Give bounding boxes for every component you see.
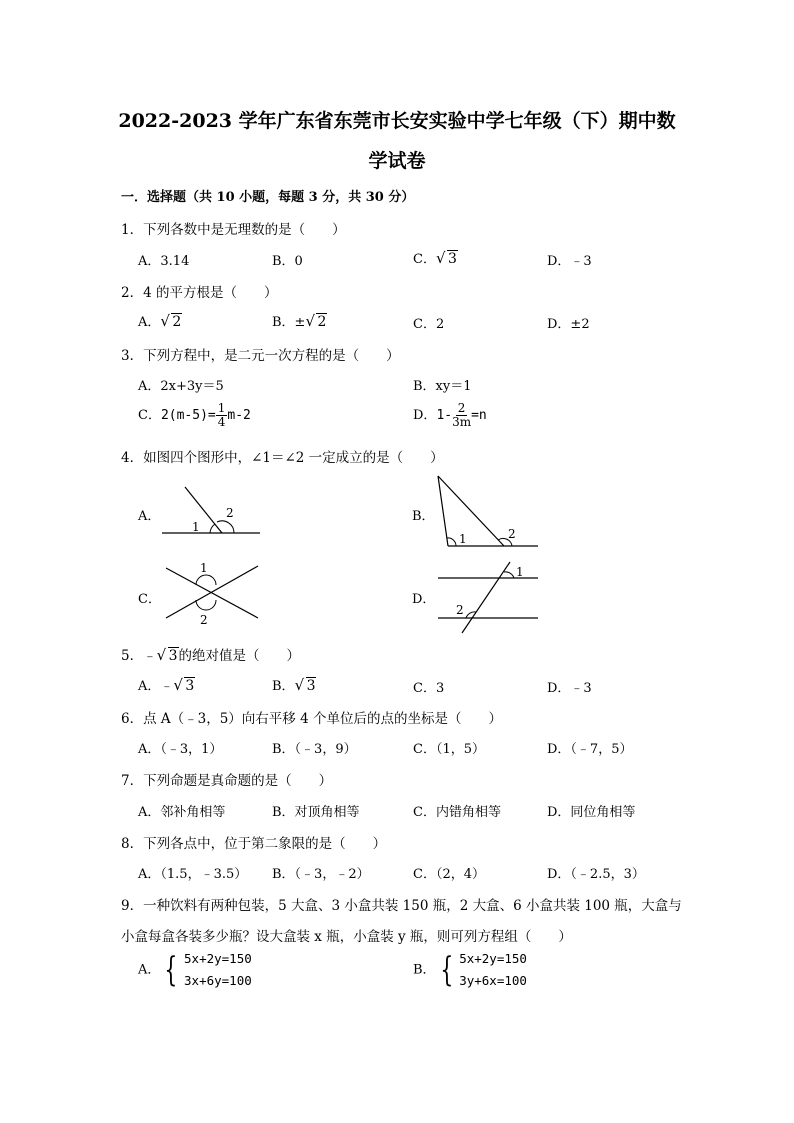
sqrt-symbol: √ 3 [157,648,179,664]
q7-option-a: A．邻补角相等 [138,805,226,820]
q4-figure-d [432,560,542,635]
q1-option-b: B．0 [272,254,303,269]
question-9-stem-line2: 小盒每盒各装多少瓶？设大盒装 x 瓶，小盒装 y 瓶，则可列方程组（ ） [121,929,572,945]
angle-label-1: 1 [459,532,467,546]
sqrt-symbol: √ 2 [160,314,182,330]
q5-option-c: C．3 [413,681,445,696]
sqrt-symbol: √ 3 [173,678,195,694]
q7-option-d: D．同位角相等 [547,805,636,820]
question-2-stem: 2．4 的平方根是（ ） [121,285,278,301]
fraction: $\frac{2}{3m}$ [452,401,472,429]
equation-system: { 5x+2y=150 3x+6y=100 [164,950,252,990]
q5-option-d: D．﹣3 [547,681,592,696]
question-7-stem: 7．下列命题是真命题的是（ ） [121,773,333,789]
q9-option-b: B． { 5x+2y=150 3y+6x=100 [413,950,527,990]
page-title-line2: 学试卷 [368,150,426,172]
q5-option-a: A．﹣√ 3 [138,675,195,694]
question-4-stem: 4．如图四个图形中，∠1＝∠2 一定成立的是（ ） [121,450,444,466]
q8-option-b: B．（﹣3，﹣2） [272,867,370,882]
q2-option-b: B．±√ 2 [272,311,327,330]
q8-option-a: A．（1.5，﹣3.5） [138,867,248,882]
question-1-stem: 1．下列各数中是无理数的是（ ） [121,222,346,238]
q7-option-b: B．对顶角相等 [272,805,360,820]
q4-option-c: C． [138,592,161,607]
sqrt-symbol: √ 2 [305,314,327,330]
section-heading: 一．选择题（共 10 小题，每题 3 分，共 30 分） [121,190,415,205]
q4-option-a: A． [138,509,161,524]
angle-label-2: 2 [226,506,234,520]
q6-option-b: B．（﹣3，9） [272,742,357,757]
q3-option-c: C．2(m-5)= $\frac{1}{4}$ m-2 [138,401,251,429]
question-9-stem-line1: 9．一种饮料有两种包装，5 大盒、3 小盒共装 150 瓶，2 大盒、6 小盒共装 100 瓶，大盒与 [121,898,682,914]
question-5-stem: 5．﹣√ 3的绝对值是（ ） [121,644,300,664]
q6-option-d: D．（﹣7，5） [547,742,633,757]
page-title-line1: 2022-2023 学年广东省东莞市长安实验中学七年级（下）期中数 [118,110,676,132]
question-8-stem: 8．下列各点中，位于第二象限的是（ ） [121,836,387,852]
equation-system: { 5x+2y=150 3y+6x=100 [439,950,527,990]
q9-option-a: A． { 5x+2y=150 3x+6y=100 [138,950,252,990]
q1-option-c: C．√ 3 [413,248,458,267]
q4-figure-b [432,472,542,552]
q7-option-c: C．内错角相等 [413,805,501,820]
angle-label-1: 1 [192,520,200,534]
q6-option-a: A．（﹣3，1） [138,742,223,757]
q8-option-c: C．（2，4） [413,867,485,882]
q2-option-a: A．√ 2 [138,311,182,330]
q2-option-d: D．±2 [547,317,590,332]
q3-option-b: B．xy＝1 [413,379,472,394]
q4-option-d: D． [412,592,436,607]
q3-option-d: D．1- $\frac{2}{3m}$ =n [413,401,487,429]
angle-label-2: 2 [200,613,208,627]
q4-figure-c [160,558,270,628]
q2-option-c: C．2 [413,317,445,332]
q4-option-b: B． [412,509,435,524]
q8-option-d: D．（﹣2.5，3） [547,867,645,882]
sqrt-symbol: √ 3 [295,678,317,694]
q6-option-c: C．（1，5） [413,742,485,757]
q1-option-a: A．3.14 [138,254,190,269]
q4-figure-a [160,485,270,545]
angle-label-1: 1 [516,565,524,579]
question-3-stem: 3．下列方程中，是二元一次方程的是（ ） [121,348,400,364]
q3-option-a: A．2x+3y＝5 [138,379,224,394]
fraction: $\frac{1}{4}$ [217,401,226,429]
angle-label-1: 1 [200,561,208,575]
sqrt-symbol: √ 3 [436,251,458,267]
question-6-stem: 6．点 A（﹣3，5）向右平移 4 个单位后的点的坐标是（ ） [121,711,502,727]
q1-option-d: D．﹣3 [547,254,592,269]
angle-label-2: 2 [508,527,516,541]
q5-option-b: B．√ 3 [272,675,316,694]
angle-label-2: 2 [456,603,464,617]
